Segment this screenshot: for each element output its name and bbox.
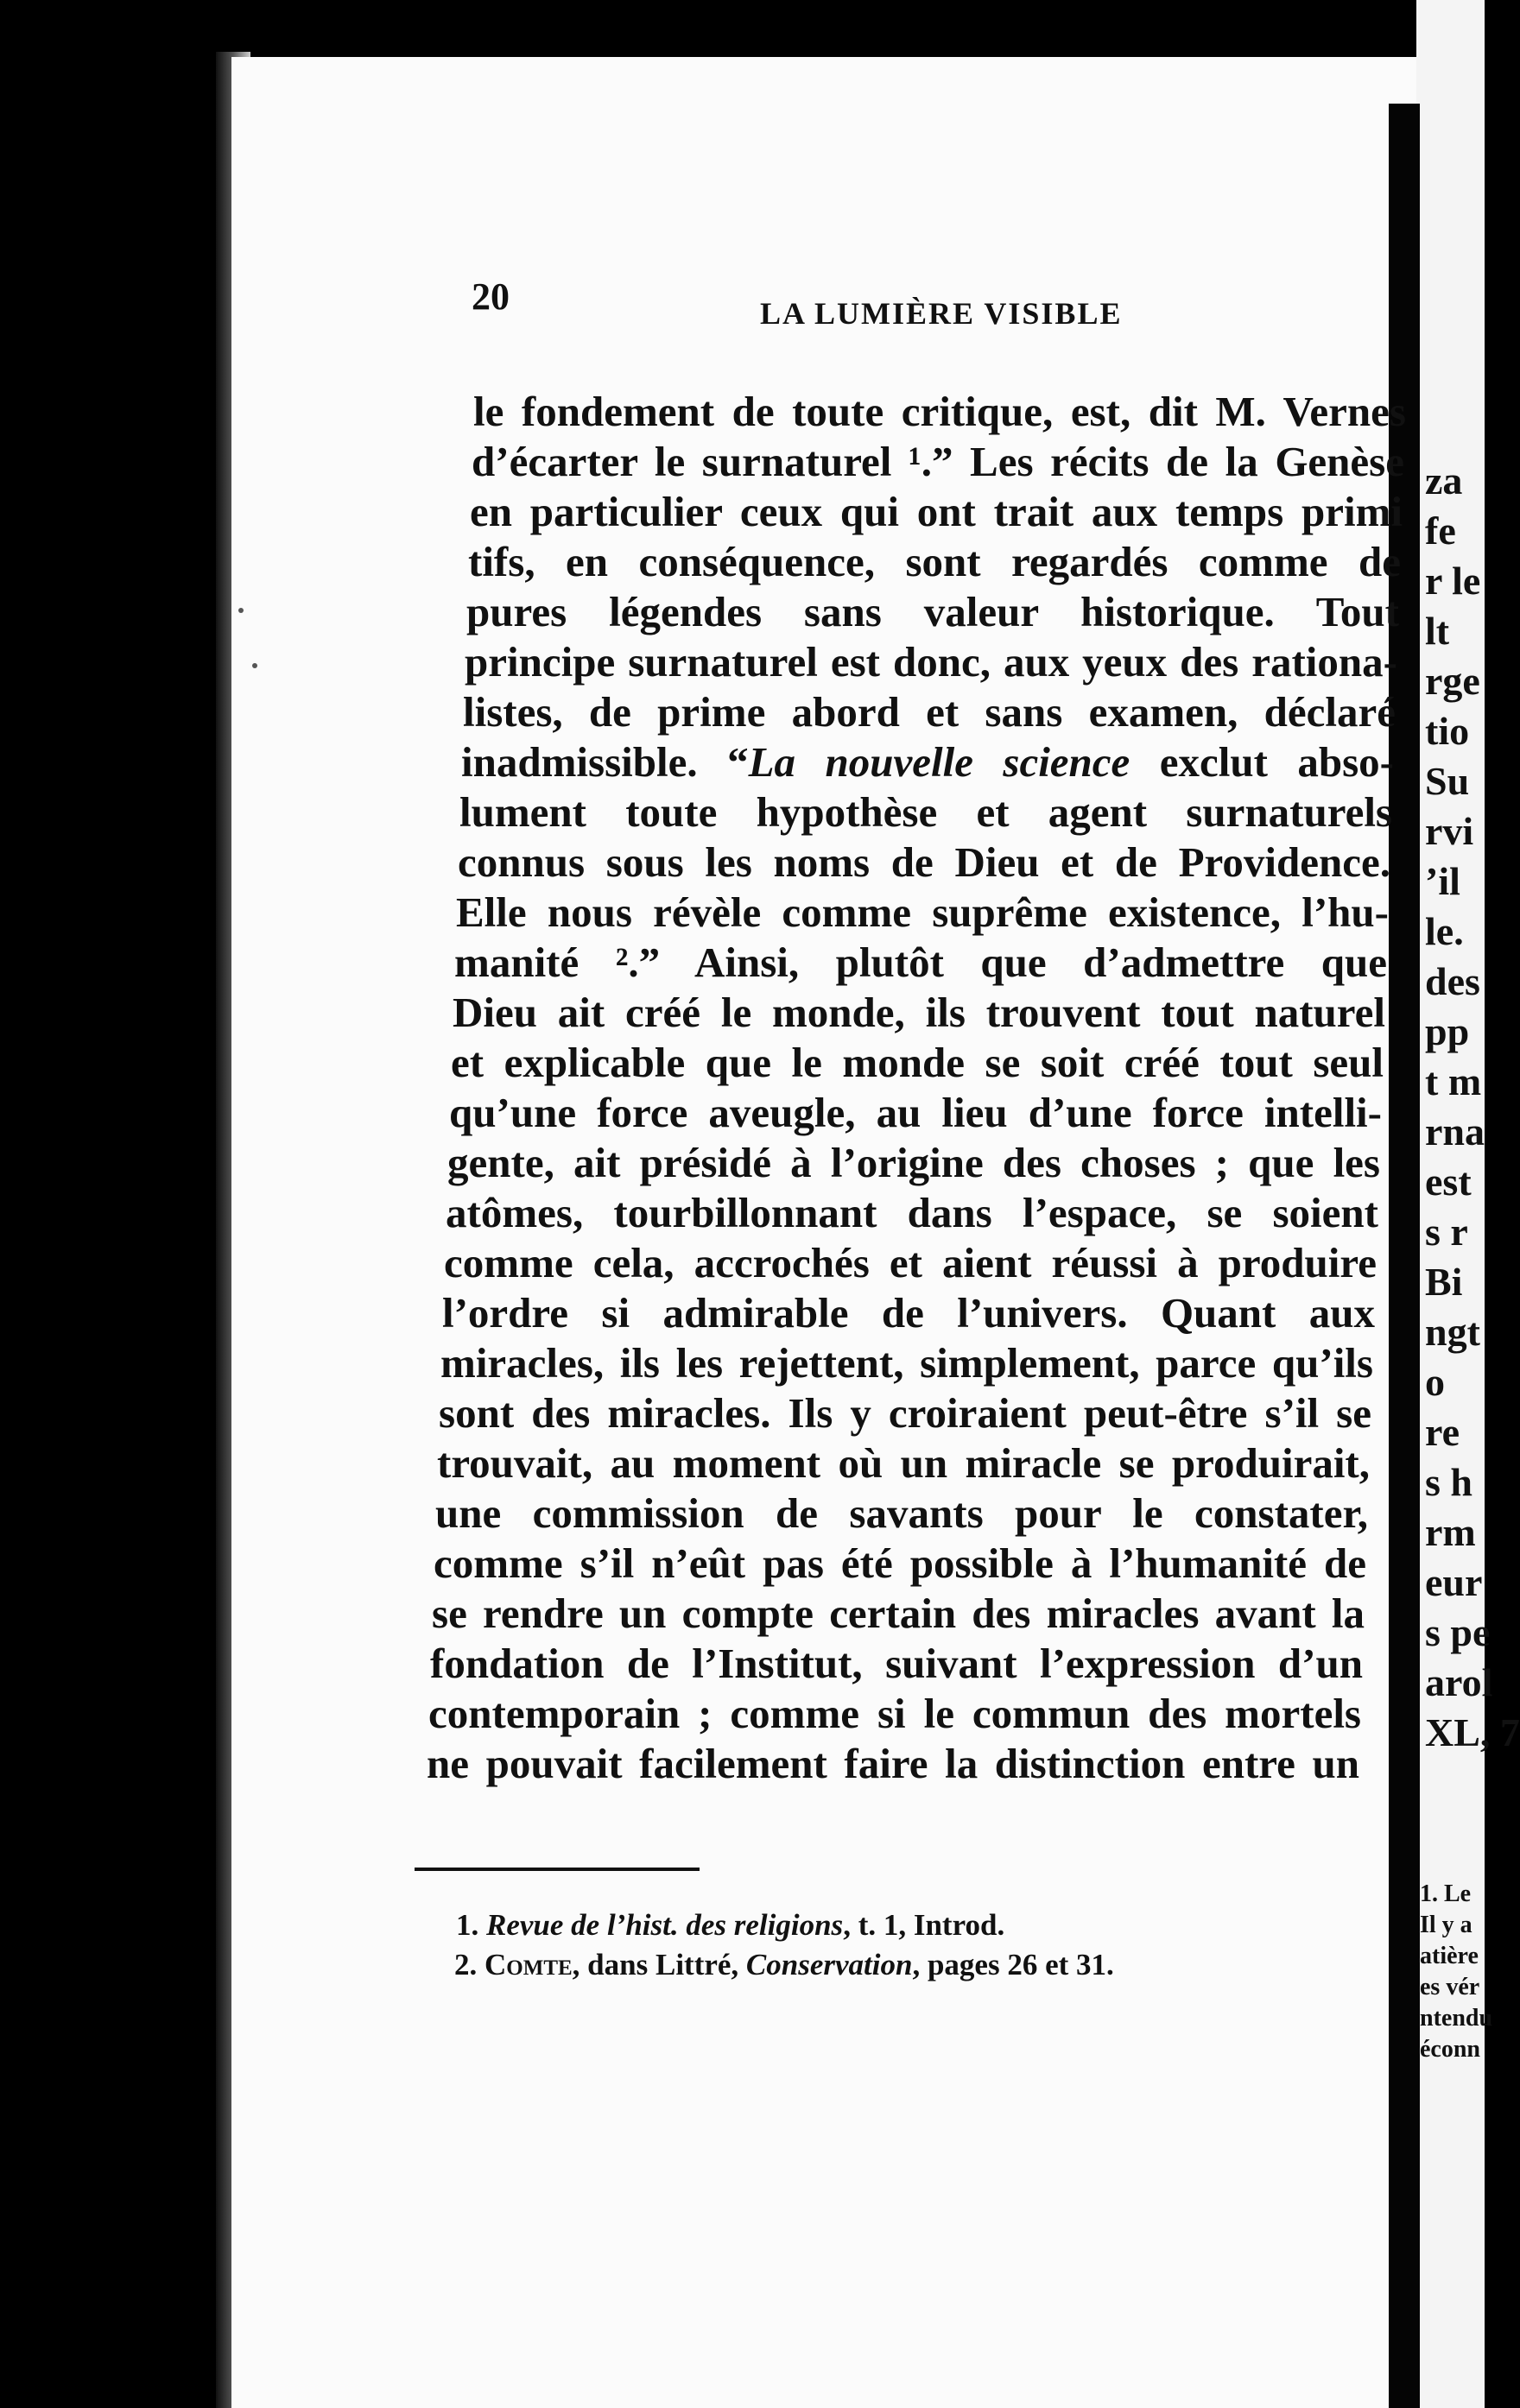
- facing-fragment: arol: [1425, 1660, 1493, 1704]
- body-line: ne pouvait facilement faire la distinction entre un: [427, 1740, 1359, 1787]
- facing-fragment: s pe: [1425, 1610, 1491, 1654]
- body-line: se rendre un compte certain des miracles avant la: [432, 1590, 1365, 1637]
- body-line: l’ordre si admirable de l’univers. Quant aux: [442, 1289, 1375, 1337]
- body-line: une commission de savants pour le constater,: [435, 1489, 1368, 1537]
- facing-fragment: o: [1425, 1360, 1445, 1404]
- scan-speck: [252, 663, 257, 668]
- facing-fragment: des: [1425, 959, 1480, 1003]
- footnote-title: Conservation: [745, 1948, 913, 1981]
- facing-fragment: re: [1425, 1410, 1460, 1454]
- facing-fragment: lt: [1425, 609, 1450, 653]
- running-head: LA LUMIÈRE VISIBLE: [760, 296, 1123, 331]
- body-line: fondation de l’Institut, suivant l’expression d’un: [430, 1640, 1363, 1687]
- body-line: Elle nous révèle comme suprême existence, l’hu-: [456, 888, 1389, 936]
- body-line: connus sous les noms de Dieu et de Providence.: [458, 838, 1390, 886]
- line-segment: exclut abso-: [1130, 738, 1394, 786]
- facing-note-fragment: éconn: [1420, 2036, 1480, 2063]
- facing-note-fragment: Il y a: [1420, 1912, 1472, 1938]
- body-line: principe surnaturel est donc, aux yeux des rationa-: [465, 638, 1397, 686]
- facing-note-fragment: es vér: [1420, 1974, 1480, 2000]
- body-line: en particulier ceux qui ont trait aux temps primi: [470, 488, 1403, 535]
- facing-note-fragment: 1. Le: [1420, 1880, 1472, 1907]
- facing-fragment: rge: [1425, 659, 1480, 703]
- facing-fragment: Bi: [1425, 1260, 1463, 1304]
- facing-fragment: tio: [1425, 709, 1470, 753]
- facing-fragment: XL, 7: [1425, 1710, 1520, 1754]
- facing-fragment: s h: [1425, 1460, 1472, 1504]
- body-line: pures légendes sans valeur historique. Tout: [466, 588, 1399, 635]
- facing-fragment: t m: [1425, 1059, 1482, 1103]
- body-line: listes, de prime abord et sans examen, déclaré: [463, 688, 1396, 736]
- facing-fragment: est: [1425, 1160, 1472, 1204]
- body-line-with-italic: [461, 737, 1394, 787]
- footnote-text: , t. 1, Introd.: [843, 1908, 1005, 1942]
- body-line: d’écarter le surnaturel ¹.” Les récits de la Genèse: [472, 438, 1404, 485]
- body-line: tifs, en conséquence, sont regardés comme de: [468, 538, 1401, 585]
- body-line: gente, ait présidé à l’origine des choses ; que les: [447, 1139, 1380, 1186]
- facing-fragment: ’il: [1425, 859, 1460, 903]
- facing-fragment: r le: [1425, 559, 1481, 603]
- footnote-1: [456, 1908, 1004, 1943]
- body-line: trouvait, au moment où un miracle se produirait,: [437, 1439, 1370, 1487]
- body-line: lument toute hypothèse et agent surnaturels: [459, 788, 1392, 836]
- facing-fragment: fe: [1425, 509, 1456, 553]
- body-line: comme cela, accrochés et aient réussi à produire: [444, 1239, 1377, 1286]
- body-line: atômes, tourbillonnant dans l’espace, se soient: [446, 1189, 1378, 1236]
- body-line: sont des miracles. Ils y croiraient peut-être s’il se: [439, 1389, 1371, 1437]
- body-line: comme s’il n’eût pas été possible à l’humanité de: [434, 1539, 1366, 1587]
- page-number: 20: [472, 275, 510, 318]
- body-line: et explicable que le monde se soit créé tout seul: [451, 1039, 1384, 1086]
- facing-fragment: rna: [1425, 1109, 1485, 1153]
- footnote-rule: [415, 1868, 700, 1871]
- body-line: contemporain ; comme si le commun des mortels: [428, 1690, 1361, 1737]
- facing-note-fragment: atière: [1420, 1943, 1479, 1969]
- facing-fragment: pp: [1425, 1009, 1470, 1053]
- body-line: le fondement de toute critique, est, dit M. Vernes: [473, 388, 1406, 435]
- footnote-number: 2.: [454, 1948, 478, 1981]
- footnote-text: , pages 26 et 31.: [912, 1948, 1114, 1981]
- footnote-2: [454, 1948, 1114, 1982]
- italic-phrase: La nouvelle science: [748, 738, 1130, 786]
- facing-fragment: ngt: [1425, 1310, 1480, 1354]
- footnote-title: Revue de l’hist. des religions: [486, 1908, 844, 1942]
- footnote-text: , dans Littré,: [572, 1948, 746, 1981]
- footnote-author: Comte: [484, 1948, 573, 1981]
- facing-fragment: za: [1425, 458, 1463, 502]
- facing-fragment: le.: [1425, 909, 1464, 953]
- body-line: qu’une force aveugle, au lieu d’une force intelli-: [449, 1089, 1382, 1136]
- facing-fragment: rm: [1425, 1510, 1476, 1554]
- body-line: miracles, ils les rejettent, simplement, parce qu’ils: [440, 1339, 1373, 1387]
- facing-fragment: rvi: [1425, 809, 1474, 853]
- body-line: manité ².” Ainsi, plutôt que d’admettre que: [454, 939, 1387, 986]
- footnote-number: 1.: [456, 1908, 479, 1942]
- line-segment: inadmissible. “: [461, 738, 749, 786]
- facing-fragment: eur: [1425, 1560, 1483, 1604]
- body-line: Dieu ait créé le monde, ils trouvent tout naturel: [453, 989, 1385, 1036]
- scan-speck: [238, 608, 244, 613]
- facing-fragment: Su: [1425, 759, 1470, 803]
- facing-fragment: s r: [1425, 1210, 1468, 1254]
- facing-note-fragment: ntendu: [1420, 2005, 1493, 2032]
